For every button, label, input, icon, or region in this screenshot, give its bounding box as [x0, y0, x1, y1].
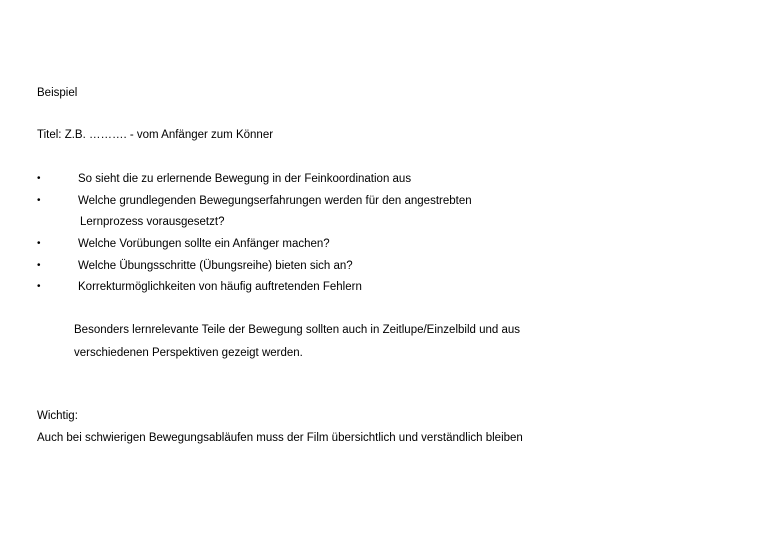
document-title: Titel: Z.B. ………. - vom Anfänger zum Könner: [37, 129, 274, 141]
important-label: Wichtig:: [37, 410, 78, 422]
note-line: verschiedenen Perspektiven gezeigt werden.: [74, 347, 303, 359]
list-item-text: So sieht die zu erlernende Bewegung in der Feinkoordination aus: [78, 173, 412, 185]
heading-beispiel: Beispiel: [37, 87, 78, 99]
bullet-marker: •: [37, 238, 41, 249]
list-item-text-continued: Lernprozess vorausgesetzt?: [80, 216, 225, 228]
bullet-marker: •: [37, 281, 41, 292]
note-line: Besonders lernrelevante Teile der Bewegung sollten auch in Zeitlupe/Einzelbild und aus: [74, 324, 521, 336]
list-item-text: Welche Vorübungen sollte ein Anfänger machen?: [78, 238, 330, 250]
bullet-marker: •: [37, 195, 41, 206]
list-item-text: Korrekturmöglichkeiten von häufig auftretenden Fehlern: [78, 281, 362, 293]
list-item-text: Welche grundlegenden Bewegungserfahrungen werden für den angestrebten: [78, 195, 472, 207]
list-item-text: Welche Übungsschritte (Übungsreihe) bieten sich an?: [78, 260, 353, 272]
important-text: Auch bei schwierigen Bewegungsabläufen muss der Film übersichtlich und verständlich bleiben: [37, 432, 523, 444]
bullet-marker: •: [37, 260, 41, 271]
bullet-marker: •: [37, 173, 41, 184]
